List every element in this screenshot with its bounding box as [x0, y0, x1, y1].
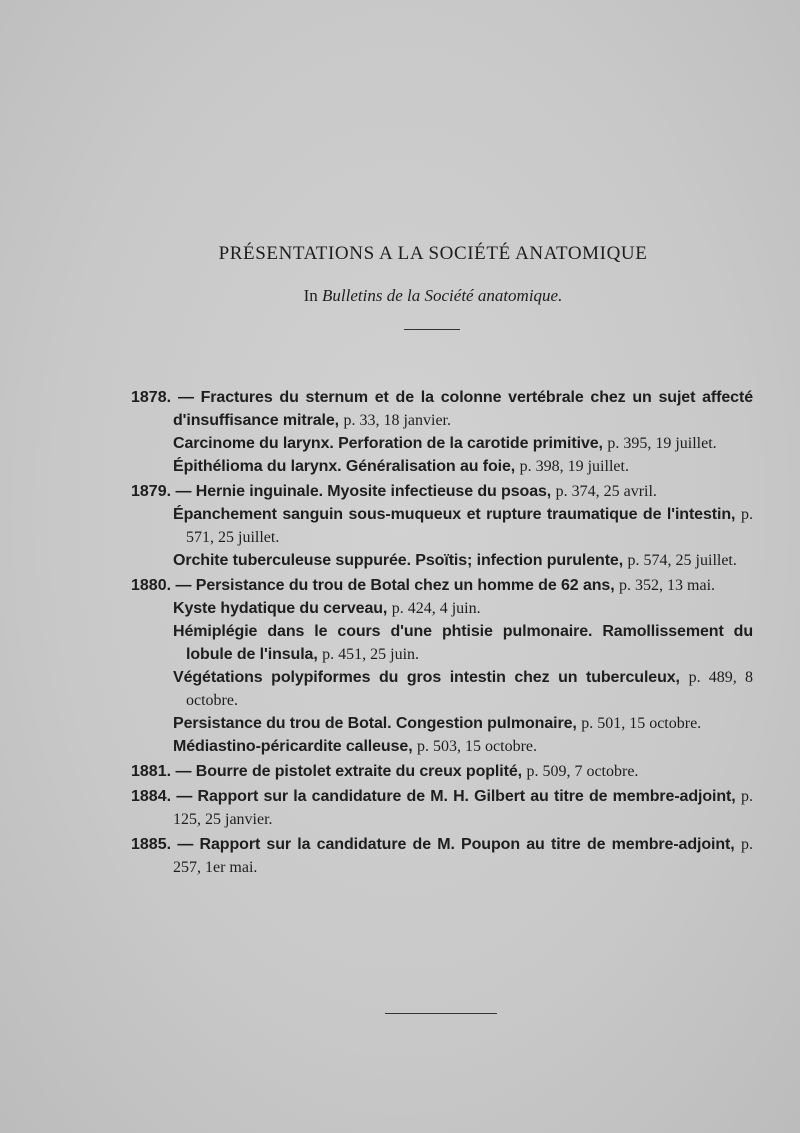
- entry-ref: p. 257, 1er mai.: [173, 836, 753, 876]
- year-block-1885: [131, 833, 753, 879]
- list-item: [131, 480, 753, 503]
- entry-text: — Hernie inguinale. Myosite infectieuse du psoas,: [175, 483, 552, 500]
- list-item: [131, 597, 753, 620]
- entry-text: Persistance du trou de Botal. Congestion pulmonaire,: [173, 715, 577, 732]
- entry-text: Carcinome du larynx. Perforation de la carotide primitive,: [173, 435, 603, 452]
- subtitle-source: Bulletins de la Société anatomique.: [322, 286, 563, 305]
- year-block-1879: [131, 480, 753, 572]
- entry-text: Épithélioma du larynx. Généralisation au foie,: [173, 458, 516, 475]
- list-item: [131, 549, 753, 572]
- list-item: [131, 574, 753, 597]
- list-item: [131, 785, 753, 831]
- list-item: [131, 760, 753, 783]
- page-subtitle: [0, 286, 800, 306]
- entry-text: — Fractures du sternum et de la colonne vertébrale chez un sujet affecté d'insuffisance mitrale,: [173, 389, 753, 429]
- entry-ref: p. 574, 25 juillet.: [627, 552, 737, 569]
- entry-list: [131, 386, 753, 881]
- entry-ref: p. 501, 15 octobre.: [581, 715, 702, 732]
- year-block-1878: [131, 386, 753, 478]
- entry-text: — Rapport sur la candidature de M. H. Gilbert au titre de membre-adjoint,: [176, 788, 736, 805]
- entry-ref: p. 352, 13 mai.: [619, 577, 716, 594]
- entry-text: Épanchement sanguin sous-muqueux et rupture traumatique de l'intestin,: [173, 506, 736, 523]
- list-item: [131, 432, 753, 455]
- year-block-1880: [131, 574, 753, 758]
- entry-ref: p. 395, 19 juillet.: [607, 435, 717, 452]
- year-label: 1879.: [131, 483, 172, 500]
- entry-ref: p. 509, 7 octobre.: [526, 763, 639, 780]
- page-title: PRÉSENTATIONS A LA SOCIÉTÉ ANATOMIQUE: [218, 243, 648, 264]
- list-item: [131, 503, 753, 549]
- entry-text: — Persistance du trou de Botal chez un homme de 62 ans,: [175, 577, 615, 594]
- year-block-1881: [131, 760, 753, 783]
- list-item: [131, 455, 753, 478]
- list-item: [131, 712, 753, 735]
- year-label: 1881.: [131, 763, 172, 780]
- entry-ref: p. 571, 25 juillet.: [186, 506, 753, 546]
- entry-text: Végétations polypiformes du gros intestin chez un tuberculeux,: [173, 669, 680, 686]
- entry-ref: p. 398, 19 juillet.: [519, 458, 629, 475]
- entry-text: Hémiplégie dans le cours d'une phtisie pulmonaire. Ramollissement du lobule de l'insula,: [173, 623, 753, 663]
- entry-text: — Rapport sur la candidature de M. Poupon au titre de membre-adjoint,: [177, 836, 735, 853]
- year-block-1884: [131, 785, 753, 831]
- list-item: [131, 833, 753, 879]
- entry-text: Orchite tuberculeuse suppurée. Psoïtis; infection purulente,: [173, 552, 624, 569]
- year-label: 1885.: [131, 836, 172, 853]
- year-label: 1880.: [131, 577, 172, 594]
- title-divider: [404, 329, 460, 330]
- entry-ref: p. 451, 25 juin.: [322, 646, 420, 663]
- entry-ref: p. 503, 15 octobre.: [417, 738, 537, 755]
- subtitle-prefix: In: [303, 286, 318, 305]
- closing-divider: [385, 1013, 497, 1014]
- entry-text: Kyste hydatique du cerveau,: [173, 600, 388, 617]
- list-item: [131, 620, 753, 666]
- entry-ref: p. 33, 18 janvier.: [343, 412, 451, 429]
- entry-text: — Bourre de pistolet extraite du creux poplité,: [175, 763, 522, 780]
- entry-ref: p. 424, 4 juin.: [391, 600, 481, 617]
- entry-ref: p. 374, 25 avril.: [555, 483, 657, 500]
- entry-text: Médiastino-péricardite calleuse,: [173, 738, 413, 755]
- list-item: [131, 735, 753, 758]
- year-label: 1884.: [131, 788, 172, 805]
- list-item: [131, 386, 753, 432]
- entry-ref: p. 489, 8 octobre.: [186, 669, 753, 709]
- year-label: 1878.: [131, 389, 172, 406]
- entry-ref: p. 125, 25 janvier.: [173, 788, 753, 828]
- list-item: [131, 666, 753, 712]
